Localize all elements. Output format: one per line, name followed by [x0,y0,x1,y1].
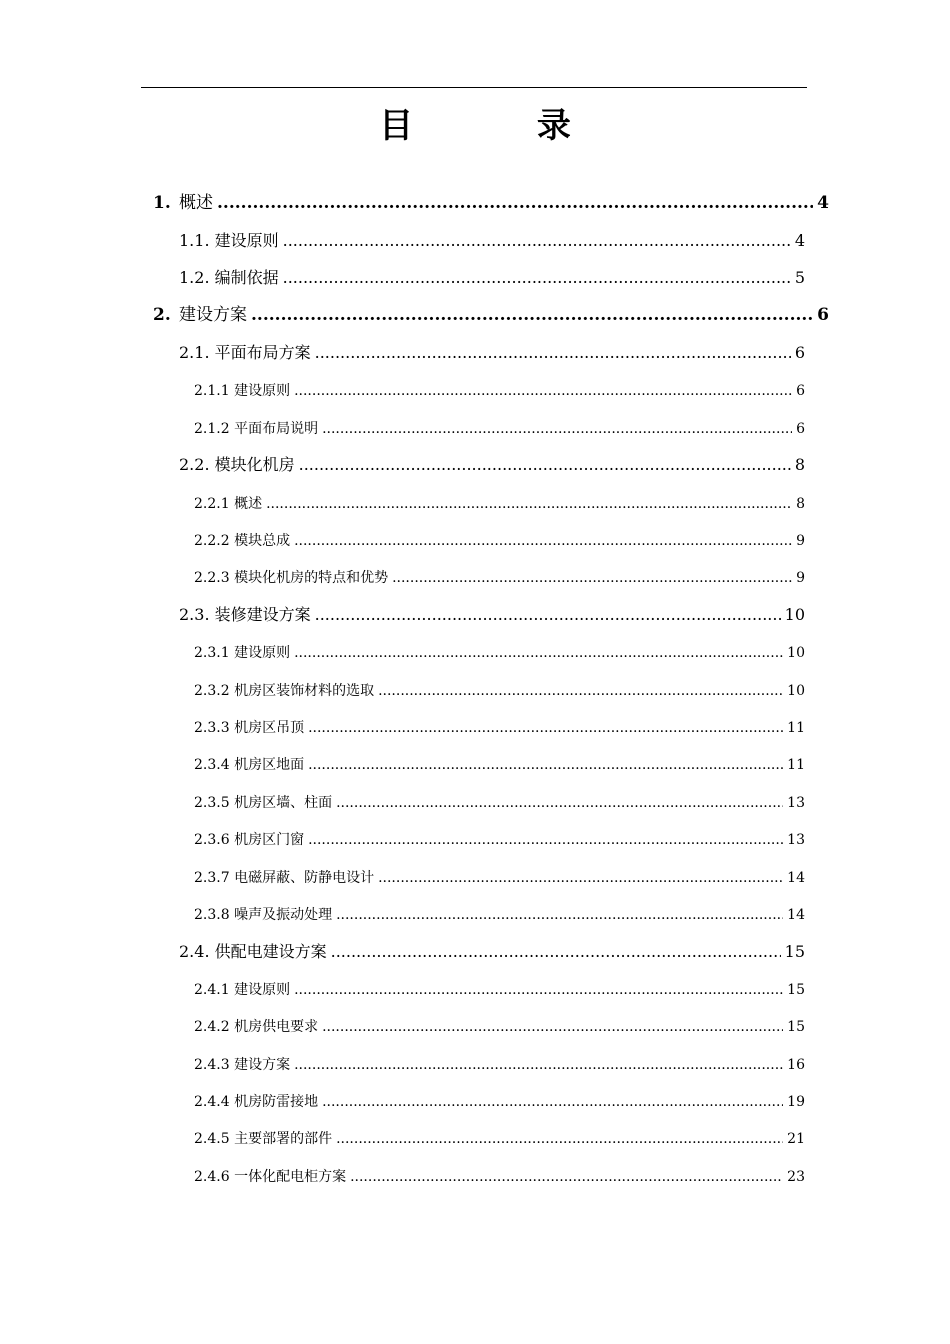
toc-entry-text: 电磁屏蔽、防静电设计 [229,869,375,886]
toc-leader-dots [392,570,792,586]
toc-entry-label [153,194,213,214]
toc-entry-label [194,870,374,886]
toc-entry-label [179,943,327,961]
toc-entry-number: 2.4.4 [194,1094,230,1110]
toc-leader-dots [217,194,813,214]
toc-entry-label [194,1094,318,1110]
toc-leader-dots [308,757,783,773]
toc-entry-number: 2.3.3 [194,720,230,736]
toc-entry[interactable] [194,1094,805,1110]
toc-entry-label [179,269,279,287]
toc-page-number: 6 [794,343,805,363]
toc-entry[interactable] [194,832,805,848]
toc-entry-number: 2.3.1 [194,645,230,662]
toc-entry[interactable] [179,269,805,287]
toc-leader-dots [378,870,783,886]
toc-leader-dots [331,943,781,961]
toc-page-number: 10 [787,645,805,662]
toc-leader-dots [283,232,791,250]
toc-entry[interactable] [194,1019,805,1035]
toc-page-number: 21 [787,1131,805,1148]
toc-leader-dots [350,1169,783,1185]
toc-page-number: 15 [787,981,805,998]
toc-entry-text: 建设方案 [179,304,247,325]
toc-entry-number: 2.1.2 [194,420,230,437]
toc-leader-dots [294,645,783,661]
toc-entry-number: 1. [153,192,171,213]
toc-entry-label [194,907,332,923]
toc-entry-number: 2.3.2 [194,682,230,699]
toc-entry-text: 机房区墙、柱面 [229,794,333,811]
toc-leader-dots [299,456,791,474]
toc-leader-dots [315,344,791,362]
toc-entry-label [194,533,290,549]
toc-entry[interactable] [194,870,805,886]
toc-page-number: 23 [787,1168,805,1185]
toc-entry-number: 2.2.2 [194,533,230,549]
toc-entry-label [194,383,290,399]
toc-entry-text: 模块化机房的特点和优势 [229,570,389,587]
toc-entry-number: 2.3. [179,605,210,624]
toc-leader-dots [294,383,792,399]
toc-entry[interactable] [194,533,805,549]
toc-entry-number: 2.2.3 [194,570,230,587]
toc-page-number: 14 [787,869,805,886]
toc-entry-text: 建设原则 [229,383,291,400]
toc-entry-label [194,645,290,661]
toc-leader-dots [322,1094,783,1110]
toc-entry-number: 1.1. [179,231,210,250]
toc-leader-dots [308,720,783,736]
toc-entry[interactable] [194,1169,805,1185]
toc-entry-number: 2.4.1 [194,981,230,998]
toc-leader-dots [315,606,781,624]
toc-entry-number: 2.3.7 [194,869,230,886]
toc-page-number: 4 [817,192,829,213]
toc-entry-text: 建设原则 [229,645,291,662]
toc-entry-number: 2.1. [179,343,210,363]
toc-entry-text: 供配电建设方案 [209,941,327,961]
toc-entry-number: 2. [153,304,171,325]
toc-leader-dots [283,269,791,287]
toc-page-number: 19 [787,1094,805,1110]
toc-page-number: 16 [787,1056,805,1073]
toc-entry-text: 机房区地面 [229,757,305,774]
toc-entry-label [194,570,388,586]
toc-entry-text: 概述 [179,192,213,213]
toc-entry-text: 一体化配电柜方案 [229,1168,347,1185]
toc-entry-label [179,232,279,250]
toc-page-number: 14 [787,907,805,923]
toc-entry[interactable] [194,683,805,699]
toc-entry[interactable] [179,456,805,474]
toc-entry[interactable] [194,720,805,736]
toc-entry[interactable] [194,496,805,512]
toc-entry[interactable] [194,1131,805,1147]
toc-entry-label [194,421,318,437]
toc-page-number: 10 [784,605,805,624]
toc-entry-number: 2.4.5 [194,1131,230,1148]
toc-entry-label [179,456,295,474]
toc-entry[interactable] [153,194,829,214]
toc-entry-label [194,982,290,998]
toc-entry-text: 机房供电要求 [229,1019,319,1036]
toc-leader-dots [294,533,792,549]
toc-entry[interactable] [194,645,805,661]
toc-leader-dots [336,907,783,923]
toc-entry[interactable] [179,606,805,624]
toc-leader-dots [336,795,783,811]
toc-page-number: 8 [796,495,805,512]
toc-entry[interactable] [179,943,805,961]
toc-entry-label [194,1131,332,1147]
toc-entry-text: 概述 [229,495,263,512]
toc-entry-number: 2.3.4 [194,757,230,774]
toc-entry-text: 噪声及振动处理 [229,907,333,923]
toc-entry-text: 平面布局方案 [209,343,311,363]
toc-page-number: 6 [817,304,829,325]
toc-leader-dots [308,832,783,848]
toc-page-number: 9 [796,533,805,549]
toc-entry-number: 2.3.8 [194,907,230,923]
toc-page-number: 6 [796,383,805,400]
toc-entry[interactable] [153,306,829,326]
toc-entry-number: 2.4.3 [194,1056,230,1073]
toc-entry-label [194,832,304,848]
toc-entry-number: 2.3.6 [194,832,230,849]
toc-entry-number: 2.3.5 [194,794,230,811]
toc-entry-label [194,757,304,773]
toc-page-number: 15 [784,941,805,961]
toc-leader-dots [322,1019,783,1035]
toc-leader-dots [294,982,783,998]
toc-leader-dots [336,1131,783,1147]
toc-page-number: 6 [796,420,805,437]
toc-entry[interactable] [194,757,805,773]
toc-leader-dots [322,421,792,437]
toc-page-number: 4 [794,231,805,250]
toc-entry-text: 模块化机房 [209,455,295,475]
toc-page-number: 9 [796,570,805,587]
toc-entry[interactable] [194,795,805,811]
toc-entry-label [194,683,374,699]
toc-entry-text: 建设原则 [229,981,291,998]
toc-entry[interactable] [194,383,805,399]
toc-leader-dots [251,306,813,326]
toc-entry-number: 2.4. [179,941,210,961]
toc-entry[interactable] [194,421,805,437]
toc-page-number: 10 [787,682,805,699]
toc-entry-text: 平面布局说明 [229,420,319,437]
toc-entry[interactable] [179,344,805,362]
toc-entry-number: 2.2. [179,455,210,475]
toc-entry[interactable] [194,907,805,923]
toc-entry[interactable] [194,1057,805,1073]
toc-entry-label [153,306,247,326]
toc-entry-label [194,795,332,811]
toc-entry-number: 2.1.1 [194,383,230,400]
toc-entry-number: 1.2. [179,268,210,288]
toc-entry[interactable] [179,232,805,250]
toc-entry-text: 建设方案 [229,1056,291,1073]
toc-entry-label [194,1019,318,1035]
toc-page-number: 11 [787,720,805,736]
toc-entry-number: 2.4.2 [194,1019,230,1036]
toc-entry-label [194,720,304,736]
toc-leader-dots [266,496,792,512]
toc-entry-text: 模块总成 [229,533,291,549]
toc-entry-label [179,344,311,362]
toc-entry[interactable] [194,982,805,998]
toc-entry-text: 装修建设方案 [209,605,311,624]
toc-entry-text: 建设原则 [209,231,279,250]
toc-entry-text: 机房区吊顶 [229,720,305,736]
toc-entry-text: 机房区装饰材料的选取 [229,682,375,699]
toc-entry-number: 2.2.1 [194,495,230,512]
toc-page-number: 13 [787,794,805,811]
toc-leader-dots [378,683,783,699]
toc-entry-label [194,496,262,512]
toc-entry-text: 机房防雷接地 [229,1094,319,1110]
toc-entry-label [194,1169,346,1185]
toc-leader-dots [294,1057,783,1073]
page-title: 目 录 [379,106,627,146]
toc-page-number: 15 [787,1019,805,1036]
toc-page-number: 11 [787,757,805,774]
toc-entry-label [194,1057,290,1073]
toc-entry-number: 2.4.6 [194,1168,230,1185]
toc-page-number: 8 [794,455,805,475]
toc-entry-text: 机房区门窗 [229,832,305,849]
toc-page-number: 5 [794,268,805,288]
toc-entry-text: 编制依据 [209,268,279,288]
toc-entry[interactable] [194,570,805,586]
toc-entry-label [179,606,311,624]
toc-entry-text: 主要部署的部件 [229,1131,333,1148]
toc-page-number: 13 [787,832,805,849]
